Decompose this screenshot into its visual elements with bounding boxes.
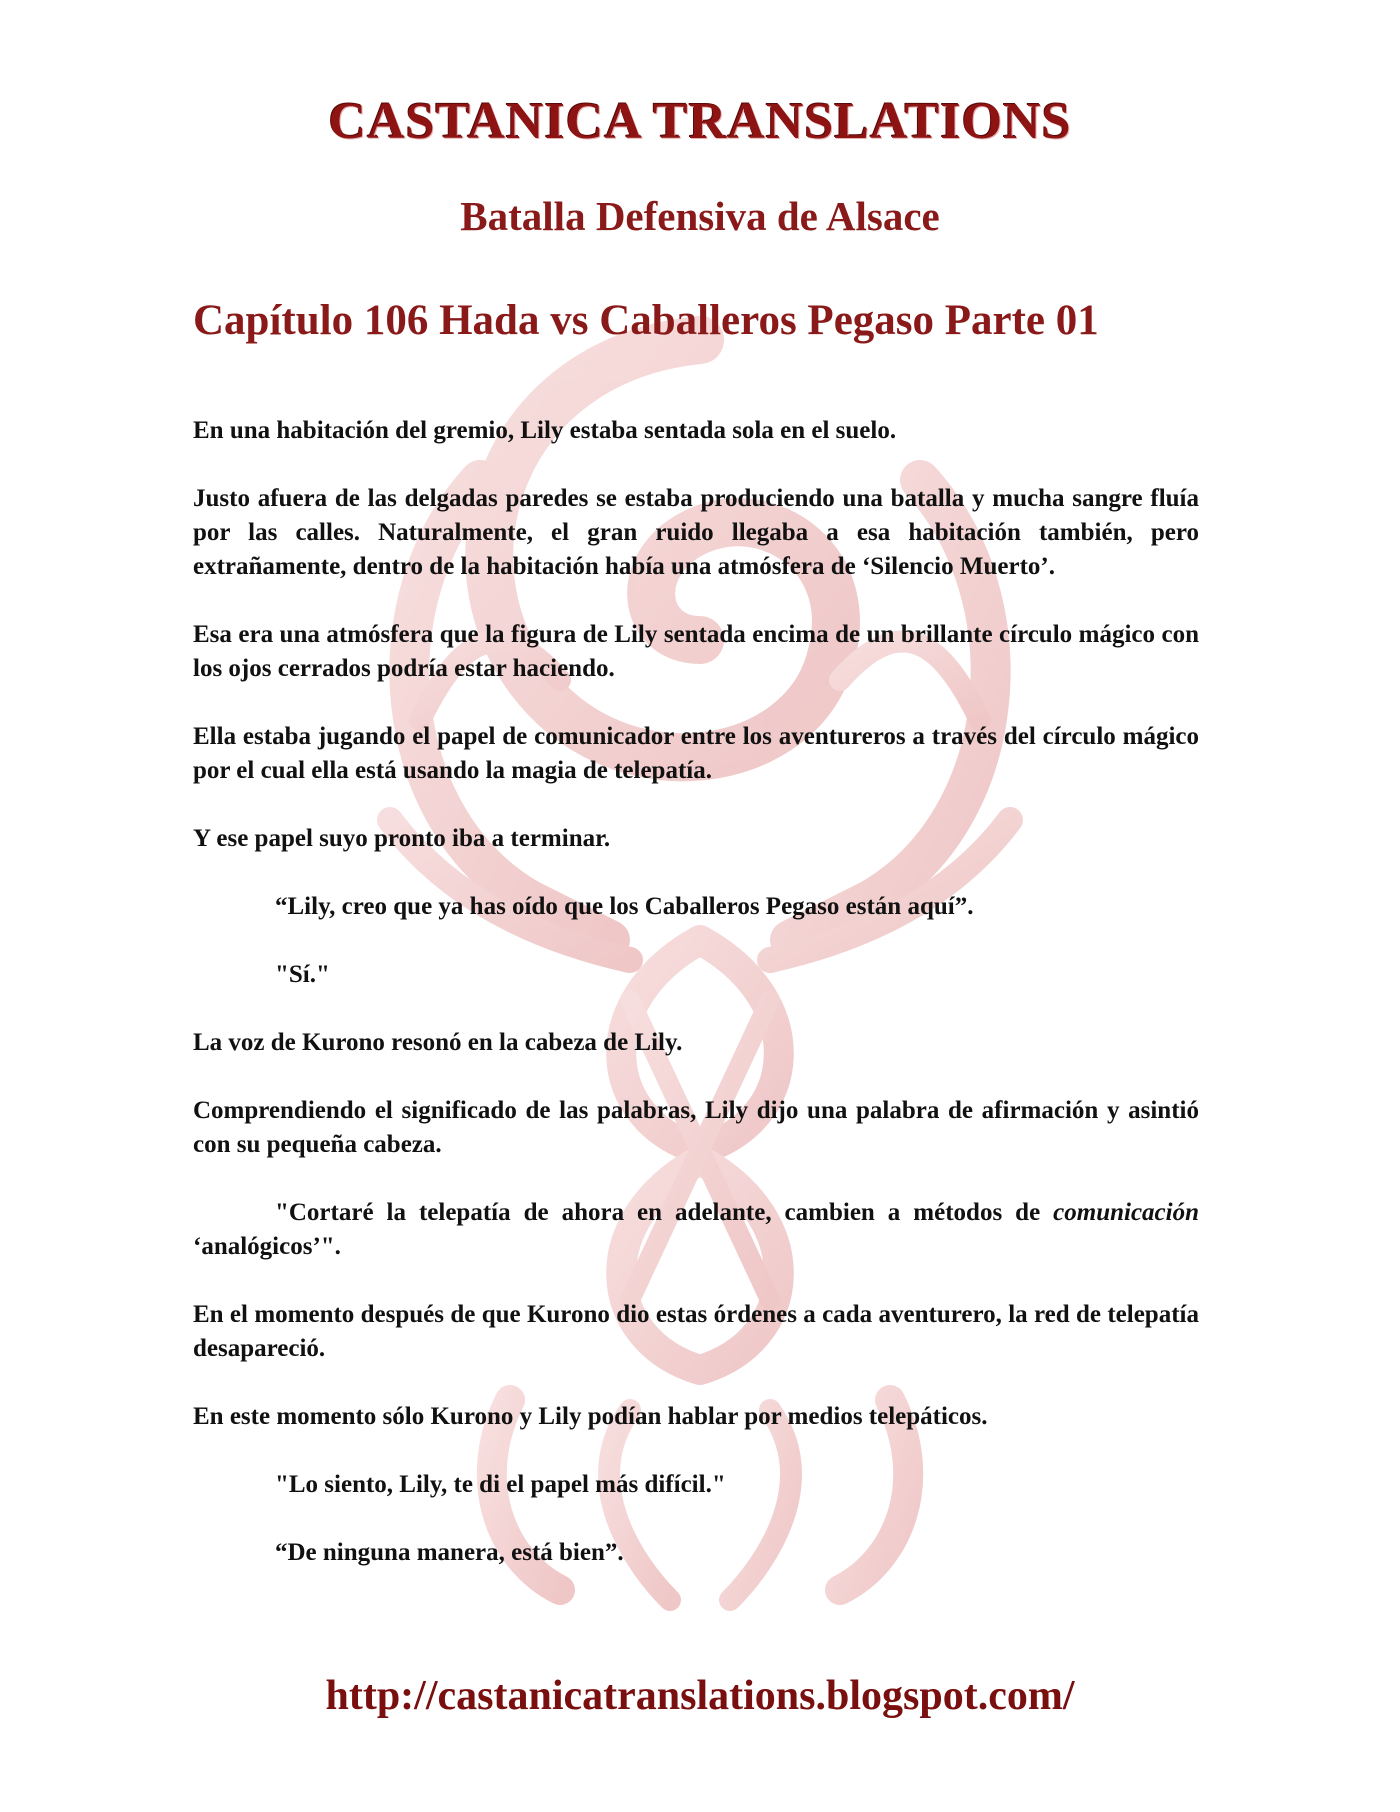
dialogue-line: "Sí." bbox=[275, 961, 330, 988]
dialogue-line: “De ninguna manera, está bien”. bbox=[275, 1539, 624, 1566]
italic-word: comunicación bbox=[1053, 1199, 1199, 1226]
dialogue-text-part: "Cortaré la telepatía de ahora en adelante, cambien a métodos de bbox=[275, 1199, 1054, 1226]
dialogue-text-part: ‘analógicos’". bbox=[193, 1233, 341, 1260]
paragraph: Comprendiendo el significado de las palabras, Lily dijo una palabra de afirmación y asintió con su pequeña cabeza. bbox=[193, 1097, 1199, 1158]
brand-logo-text: CASTANICA TRANSLATIONS bbox=[328, 93, 1072, 150]
paragraph: Ella estaba jugando el papel de comunicador entre los aventureros a través del círculo mágico por el cual ella está usando la magia de telepatía. bbox=[193, 723, 1199, 784]
novel-title: Batalla Defensiva de Alsace bbox=[460, 193, 940, 239]
paragraph: En el momento después de que Kurono dio estas órdenes a cada aventurero, la red de telepatía desapareció. bbox=[193, 1301, 1199, 1362]
paragraph: Y ese papel suyo pronto iba a terminar. bbox=[193, 825, 611, 852]
blog-url-link[interactable]: http://castanicatranslations.blogspot.com/ bbox=[325, 1673, 1075, 1719]
paragraph: Esa era una atmósfera que la figura de Lily sentada encima de un brillante círculo mágico con los ojos cerrados podría estar haciendo. bbox=[193, 621, 1199, 682]
chapter-title: Capítulo 106 Hada vs Caballeros Pegaso Parte 01 bbox=[193, 297, 1099, 344]
dialogue-line: "Lo siento, Lily, te di el papel más difícil." bbox=[275, 1471, 726, 1498]
paragraph: En este momento sólo Kurono y Lily podían hablar por medios telepáticos. bbox=[193, 1403, 988, 1430]
dialogue-line bbox=[193, 1196, 1199, 1264]
chapter-body bbox=[193, 414, 1199, 1604]
paragraph: La voz de Kurono resonó en la cabeza de Lily. bbox=[193, 1029, 683, 1056]
dialogue-line: “Lily, creo que ya has oído que los Caballeros Pegaso están aquí”. bbox=[275, 893, 974, 920]
paragraph: Justo afuera de las delgadas paredes se estaba produciendo una batalla y mucha sangre fluía por las calles. Naturalmente, el gran ruido llegaba a esa habitación también, pero extrañamente, dentro de la habitación había una atmósfera de ‘Silencio Muerto’. bbox=[193, 485, 1199, 580]
paragraph: En una habitación del gremio, Lily estaba sentada sola en el suelo. bbox=[193, 417, 897, 444]
